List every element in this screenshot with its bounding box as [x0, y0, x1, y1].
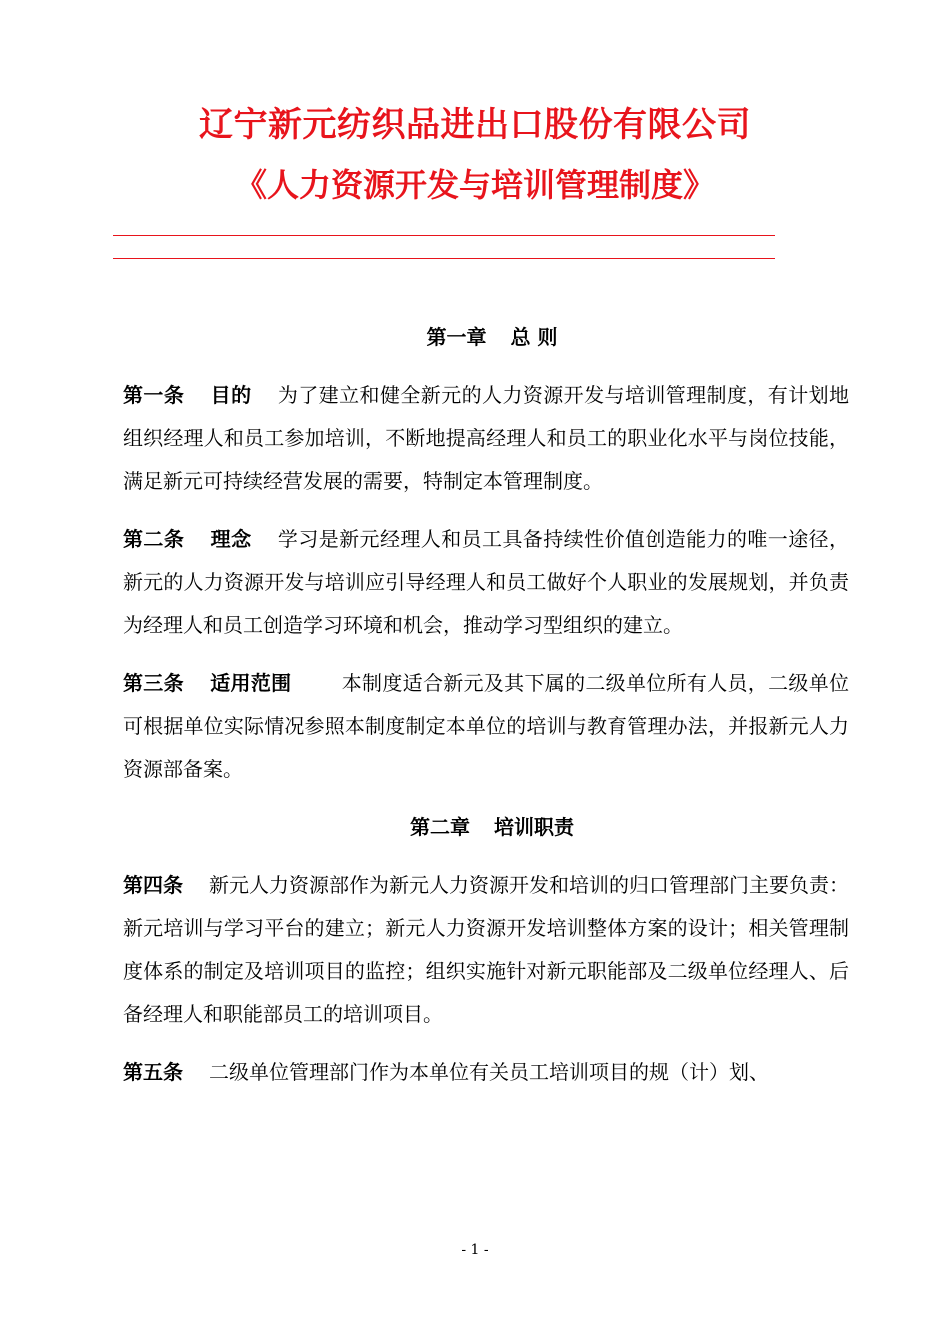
article-number: 第二条 [123, 527, 185, 551]
article-5 [123, 1051, 849, 1094]
article-number: 第一条 [123, 383, 185, 407]
article-number: 第四条 [123, 873, 183, 897]
header-rule-top [113, 235, 775, 236]
article-1 [123, 374, 849, 503]
article-text: 新元人力资源部作为新元人力资源开发和培训的归口管理部门主要负责：新元培训与学习平台的建立；新元人力资源开发培训整体方案的设计；相关管理制度体系的制定及培训项目的监控；组织实施针对新元职能部及二级单位经理人、后备经理人和职能部员工的培训项目。 [123, 873, 849, 1026]
chapter-name: 总 则 [510, 325, 558, 349]
chapter-heading-1 [123, 316, 849, 359]
article-heading: 理念 [210, 527, 252, 551]
article-4 [123, 864, 849, 1036]
article-text: 学习是新元经理人和员工具备持续性价值创造能力的唯一途径，新元的人力资源开发与培训应引导经理人和员工做好个人职业的发展规划，并负责为经理人和员工创造学习环境和机会，推动学习型组织的建立。 [123, 527, 850, 637]
article-heading: 适用范围 [209, 671, 292, 695]
page-number: - 1 - [461, 1242, 489, 1258]
article-number: 第五条 [123, 1060, 183, 1084]
article-number: 第三条 [123, 671, 184, 695]
article-2 [123, 518, 849, 647]
article-3 [123, 662, 849, 791]
article-text: 本制度适合新元及其下属的二级单位所有人员，二级单位可根据单位实际情况参照本制度制定本单位的培训与教育管理办法，并报新元人力资源部备案。 [123, 671, 850, 781]
document-body [123, 316, 849, 1094]
article-text: 为了建立和健全新元的人力资源开发与培训管理制度，有计划地组织经理人和员工参加培训，不断地提高经理人和员工的职业化水平与岗位技能，满足新元可持续经营发展的需要，特制定本管理制度。 [123, 383, 850, 493]
company-name: 辽宁新元纺织品进出口股份有限公司 [199, 105, 751, 145]
chapter-heading-2 [123, 806, 849, 849]
article-text: 二级单位管理部门作为本单位有关员工培训项目的规（计）划、 [209, 1060, 769, 1084]
chapter-label: 第二章 [410, 815, 470, 839]
header-rule-bottom [113, 258, 775, 259]
chapter-label: 第一章 [426, 325, 487, 349]
document-title: 《人力资源开发与培训管理制度》 [234, 166, 715, 204]
article-heading: 目的 [210, 383, 252, 407]
chapter-name: 培训职责 [494, 815, 574, 839]
